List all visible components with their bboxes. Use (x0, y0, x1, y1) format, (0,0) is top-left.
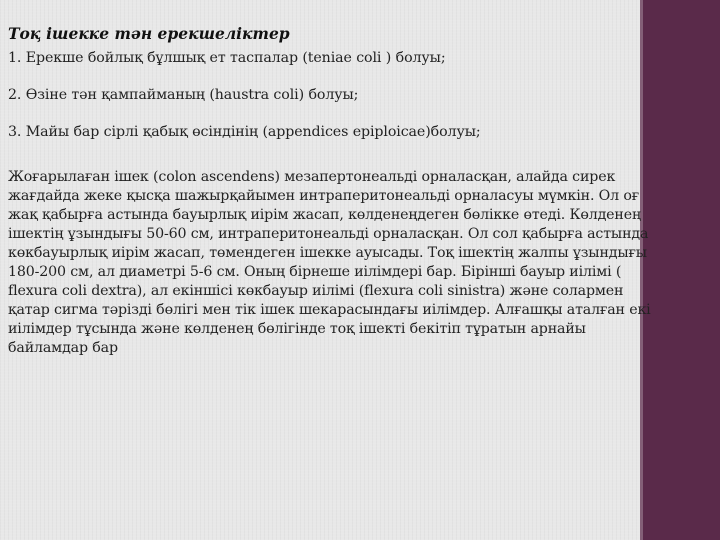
slide-title: Тоқ ішекке тән ерекшеліктер (8, 24, 290, 43)
slide-content (8, 24, 656, 358)
list-item-3: 3. Майы бар сірлі қабық өсіндінің (appendices epiploicae)болуы; (8, 124, 481, 140)
list-item-1: 1. Ерекше бойлық бұлшық ет таспалар (teniae coli ) болуы; (8, 50, 446, 66)
list-item-2: 2. Өзіне тән қампайманың (haustra coli) болуы; (8, 87, 359, 103)
body-paragraph: Жоғарылаған ішек (colon ascendens) мезапертонеальді орналасқан, алайда сирек жағдайда жеке қысқа шажырқайымен интраперитонеальді орналасуы мүмкін. Ол оғ жақ қабырға астында бауырлық иірім жасап, көлденеңдеген бөлікке өтеді. Көлденең ішектің ұзындығы 50-60 см, интраперитонеальді орналасқан. Ол сол қабырға астында көкбауырлық иірім жасап, төмендеген ішекке ауысады. Тоқ ішектің жалпы ұзындығы 180-200 см, ал диаметрі 5-6 см. Оның бірнеше иілімдері бар. Бірінші бауыр иілімі ( flexura coli dextra), ал екіншісі көкбауыр иілімі (flexura coli sinistra) және солармен қатар сигма тәрізді бөлігі мен тік ішек шекарасындағы иілімдер. Алғашқы аталған екі иілімдер тұсында және көлденең бөлігінде тоқ ішекті бекітіп тұратын арнайы байламдар бар (8, 169, 651, 356)
